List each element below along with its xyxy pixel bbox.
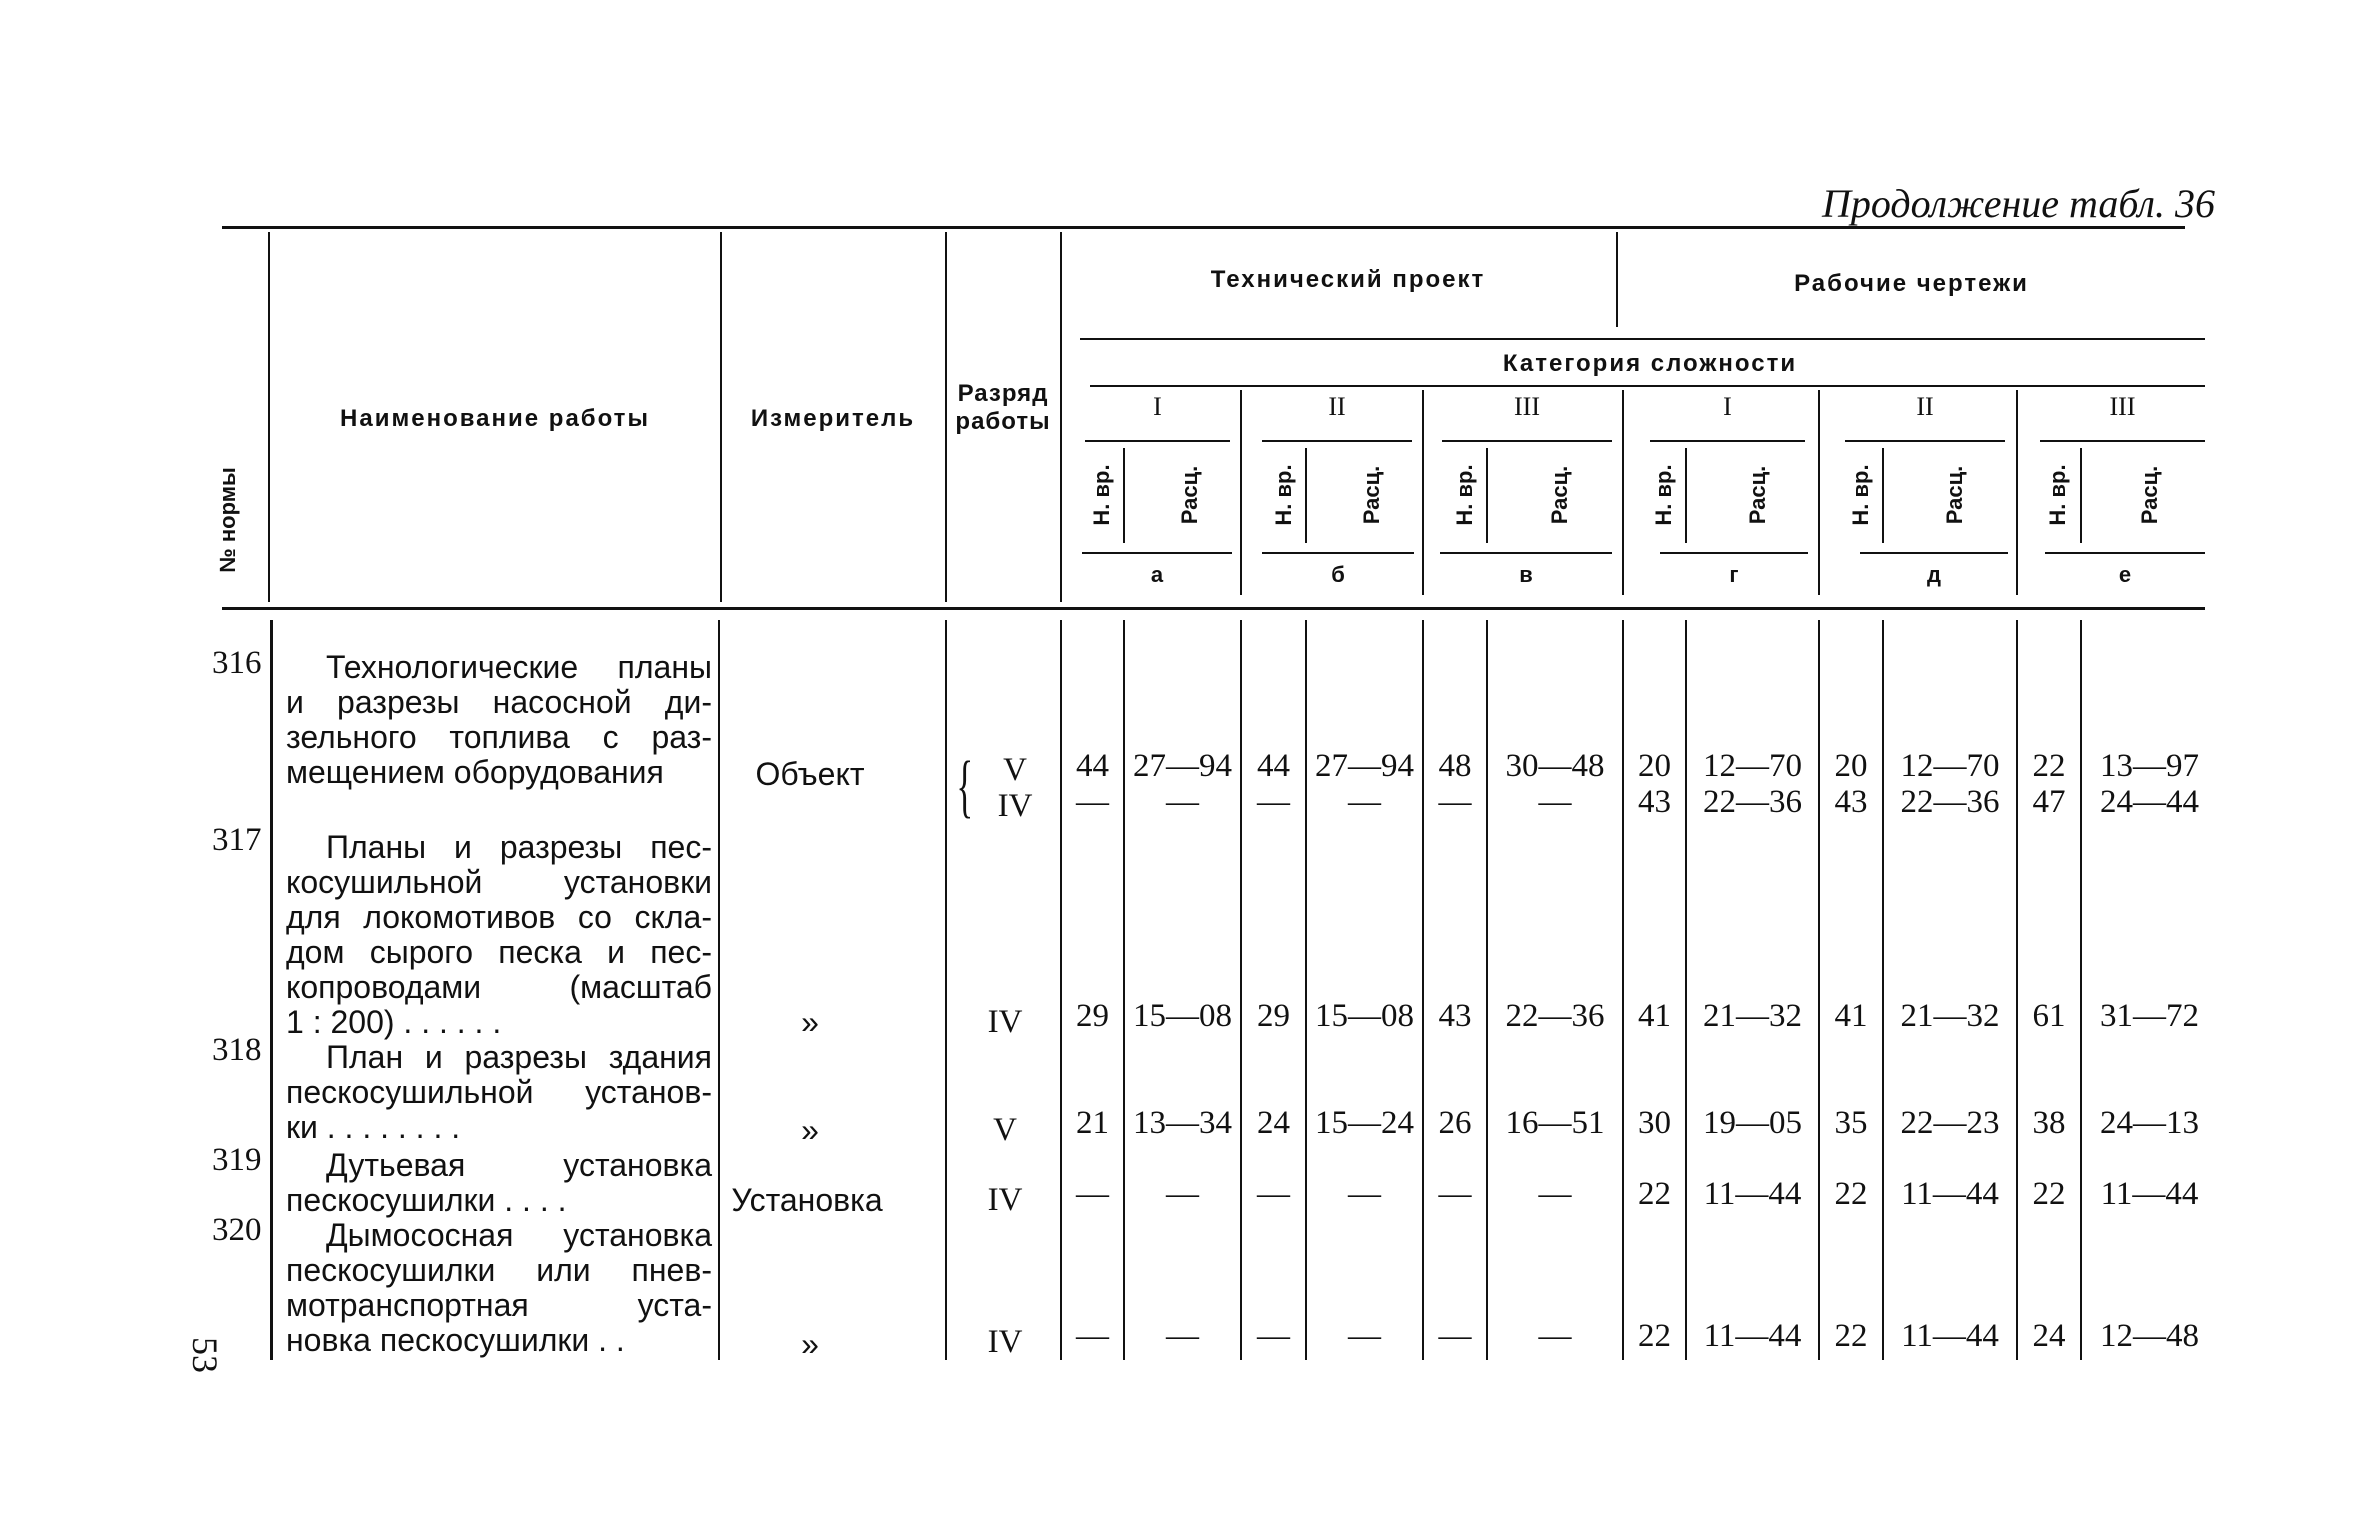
cell: 12—48 — [2100, 1318, 2199, 1354]
measure: Объект — [755, 756, 865, 792]
cell: 22 — [1638, 1176, 1671, 1212]
cell: 43 — [1438, 998, 1472, 1034]
cell: — — [1348, 1318, 1381, 1354]
cell: 31—72 — [2100, 998, 2199, 1034]
rank: V — [1003, 752, 1027, 788]
table-row — [0, 1318, 2361, 1358]
cell: — — [1166, 784, 1199, 820]
cell: — — [1257, 1176, 1290, 1212]
col-letter: д — [1927, 562, 1941, 587]
cat-rule — [1650, 440, 1805, 442]
cell: 22—36 — [1505, 998, 1605, 1034]
sub-sep — [1305, 448, 1307, 543]
cell: 21—32 — [1900, 998, 2000, 1034]
col-sep-header — [1060, 232, 1062, 602]
header-rank: Разряд работы — [955, 380, 1051, 435]
cat-sep — [1240, 390, 1242, 595]
cell: 13—97 — [2100, 748, 2199, 784]
sub-rasc: Расц. — [1359, 465, 1384, 525]
cell: 48 — [1438, 748, 1472, 784]
cell: 11—44 — [1901, 1176, 1999, 1212]
table-row — [0, 998, 2361, 1038]
col-letter: в — [1519, 562, 1533, 587]
cell: 20 — [1834, 748, 1868, 784]
cell: 15—24 — [1315, 1105, 1414, 1141]
row-number: 319 — [212, 1142, 262, 1178]
cell: — — [1257, 1318, 1290, 1354]
cell: — — [1166, 1176, 1199, 1212]
rank: IV — [987, 1004, 1023, 1040]
col-letter: г — [1729, 562, 1739, 587]
body-col-sep — [2080, 620, 2082, 1360]
cat-rule — [1442, 440, 1612, 442]
table-row — [0, 784, 2361, 824]
cell: 21 — [1076, 1105, 1109, 1141]
cell: 22—36 — [1703, 784, 1802, 820]
body-col-sep — [718, 620, 720, 1360]
cat-rule — [1262, 440, 1412, 442]
cell: 12—70 — [1703, 748, 1802, 784]
measure: » — [801, 1112, 819, 1148]
sub-sep — [2080, 448, 2082, 543]
cell: — — [1438, 1318, 1472, 1354]
body-col-sep — [270, 620, 273, 1360]
rank: IV — [997, 788, 1033, 824]
cat-sep — [1818, 390, 1820, 595]
cell: — — [1438, 1176, 1472, 1212]
body-col-sep — [1685, 620, 1687, 1360]
header-work-name: Наименование работы — [340, 405, 650, 432]
letter-rule — [2045, 552, 2205, 554]
cell: 22 — [1834, 1318, 1868, 1354]
body-col-sep — [1305, 620, 1307, 1360]
cell: 44 — [1257, 748, 1290, 784]
cell: — — [1538, 1318, 1572, 1354]
body-col-sep — [1622, 620, 1624, 1360]
cell: 15—08 — [1133, 998, 1232, 1034]
cat-sep — [1422, 390, 1424, 595]
cell: — — [1166, 1318, 1199, 1354]
sub-sep — [1882, 448, 1884, 543]
col-letter: а — [1150, 562, 1164, 587]
cell: 43 — [1638, 784, 1671, 820]
sub-rasc: Расц. — [1177, 465, 1202, 525]
sub-nvr: Н. вр. — [1271, 464, 1296, 526]
cell: — — [1257, 784, 1290, 820]
cell: 35 — [1834, 1105, 1868, 1141]
cell: 24 — [2032, 1318, 2066, 1354]
cell: 26 — [1438, 1105, 1472, 1141]
group-rule — [1080, 338, 2205, 340]
sub-rasc: Расц. — [1745, 465, 1770, 525]
body-col-sep — [1422, 620, 1424, 1360]
work-name: Дымососная установка пескосушилки или пнев- мотранспортная уста- новка пескосушилки . . — [286, 1217, 712, 1358]
body-col-sep — [2016, 620, 2018, 1360]
cat-label: III — [1514, 392, 1540, 421]
sub-rasc: Расц. — [1547, 465, 1572, 525]
cell: — — [1538, 784, 1572, 820]
cell: 22 — [1638, 1318, 1671, 1354]
header-complexity-category: Категория сложности — [1502, 350, 1798, 377]
cat-sep — [2016, 390, 2018, 595]
cell: 11—44 — [1703, 1318, 1802, 1354]
cell: 11—44 — [1703, 1176, 1802, 1212]
letter-rule — [1262, 552, 1414, 554]
cell: 22 — [1834, 1176, 1868, 1212]
cell: 44 — [1076, 748, 1109, 784]
rank: IV — [987, 1182, 1023, 1218]
work-name: План и разрезы здания пескосушильной установ- ки . . . . . . . . — [286, 1039, 712, 1145]
body-col-sep — [1123, 620, 1125, 1360]
cell: — — [1348, 1176, 1381, 1212]
table-row — [0, 1105, 2361, 1145]
cat-label: I — [1723, 392, 1732, 421]
sub-sep — [1685, 448, 1687, 543]
body-col-sep — [1882, 620, 1884, 1360]
category-rule — [1090, 385, 2205, 387]
letter-rule — [1860, 552, 2008, 554]
cell: 22—23 — [1900, 1105, 2000, 1141]
cell: — — [1538, 1176, 1572, 1212]
header-working-drawings: Рабочие чертежи — [1794, 270, 2029, 297]
table-row — [0, 748, 2361, 788]
cell: — — [1076, 784, 1109, 820]
table-caption: Продолжение табл. 36 — [1821, 181, 2215, 226]
col-letter: б — [1331, 562, 1345, 587]
rank: IV — [987, 1324, 1023, 1360]
measure: » — [801, 1004, 819, 1040]
cell: 22 — [2032, 748, 2066, 784]
body-col-sep — [945, 620, 947, 1360]
rank: V — [993, 1112, 1017, 1148]
cell: 16—51 — [1505, 1105, 1605, 1141]
cell: — — [1438, 784, 1472, 820]
cat-label: III — [2109, 392, 2136, 421]
body-col-sep — [1060, 620, 1062, 1360]
letter-rule — [1660, 552, 1808, 554]
sub-nvr: Н. вр. — [1848, 464, 1873, 526]
sub-rasc: Расц. — [1942, 465, 1967, 525]
header-norm-number: № нормы — [215, 467, 240, 573]
cell: 29 — [1257, 998, 1290, 1034]
cat-rule — [1085, 440, 1230, 442]
header-bottom-rule — [222, 607, 2205, 610]
cat-label: II — [1916, 392, 1934, 421]
measure: Установка — [731, 1182, 883, 1218]
cell: 61 — [2032, 998, 2066, 1034]
work-name: Технологические планы и разрезы насосной ди- зельного топлива с раз- мещением оборудования — [286, 649, 712, 790]
cell: 11—44 — [2100, 1176, 2199, 1212]
row-number: 318 — [212, 1032, 262, 1068]
body-col-sep — [1818, 620, 1820, 1360]
cell: 21—32 — [1703, 998, 1802, 1034]
work-name: Дутьевая установка пескосушилки . . . . — [286, 1147, 712, 1218]
cell: 30 — [1638, 1105, 1671, 1141]
sub-rasc: Расц. — [2137, 465, 2162, 525]
cell: 13—34 — [1133, 1105, 1232, 1141]
cell: 19—05 — [1703, 1105, 1802, 1141]
cell: 22 — [2032, 1176, 2066, 1212]
cat-label: I — [1153, 392, 1162, 421]
row-number: 317 — [212, 822, 262, 858]
cell: 41 — [1834, 998, 1868, 1034]
cell: 20 — [1638, 748, 1671, 784]
header-measure: Измеритель — [750, 405, 916, 432]
row-number: 316 — [212, 645, 262, 681]
col-letter: е — [2118, 562, 2132, 587]
letter-rule — [1082, 552, 1232, 554]
cat-label: II — [1328, 392, 1346, 421]
sub-sep — [1123, 448, 1125, 543]
work-name: Планы и разрезы пес- косушильной установки для локомотивов со скла- дом сырого песка и пес- копроводами (масштаб 1 : 200) . . . . . . — [286, 829, 712, 1040]
cell: — — [1076, 1318, 1109, 1354]
rank-brace: { — [956, 748, 974, 825]
cell: 12—70 — [1900, 748, 2000, 784]
cell: 30—48 — [1505, 748, 1605, 784]
cell: 15—08 — [1315, 998, 1414, 1034]
col-sep-header — [268, 232, 270, 602]
cell: 24 — [1257, 1105, 1290, 1141]
cell: — — [1076, 1176, 1109, 1212]
cell: 27—94 — [1315, 748, 1414, 784]
table-row — [0, 1176, 2361, 1216]
body-col-sep — [1240, 620, 1242, 1360]
sub-nvr: Н. вр. — [2045, 464, 2070, 526]
cat-rule — [1845, 440, 2005, 442]
cell: — — [1348, 784, 1381, 820]
cell: 11—44 — [1901, 1318, 1999, 1354]
measure: » — [801, 1326, 819, 1362]
sub-nvr: Н. вр. — [1452, 464, 1477, 526]
sub-nvr: Н. вр. — [1089, 464, 1114, 526]
cat-sep — [1622, 390, 1624, 595]
cat-rule — [2040, 440, 2205, 442]
sub-sep — [1486, 448, 1488, 543]
letter-rule — [1440, 552, 1612, 554]
page-number: 53 — [185, 1337, 225, 1373]
cell: 22—36 — [1900, 784, 2000, 820]
table-top-rule — [222, 226, 2185, 229]
cell: 41 — [1638, 998, 1671, 1034]
cell: 27—94 — [1133, 748, 1232, 784]
header-technical-project: Технический проект — [1210, 266, 1486, 293]
cell: 24—13 — [2100, 1105, 2199, 1141]
cell: 29 — [1076, 998, 1109, 1034]
cell: 24—44 — [2100, 784, 2199, 820]
body-col-sep — [1486, 620, 1488, 1360]
cell: 38 — [2032, 1105, 2066, 1141]
cell: 43 — [1834, 784, 1868, 820]
row-number: 320 — [212, 1212, 262, 1248]
sub-nvr: Н. вр. — [1651, 464, 1676, 526]
cell: 47 — [2032, 784, 2066, 820]
